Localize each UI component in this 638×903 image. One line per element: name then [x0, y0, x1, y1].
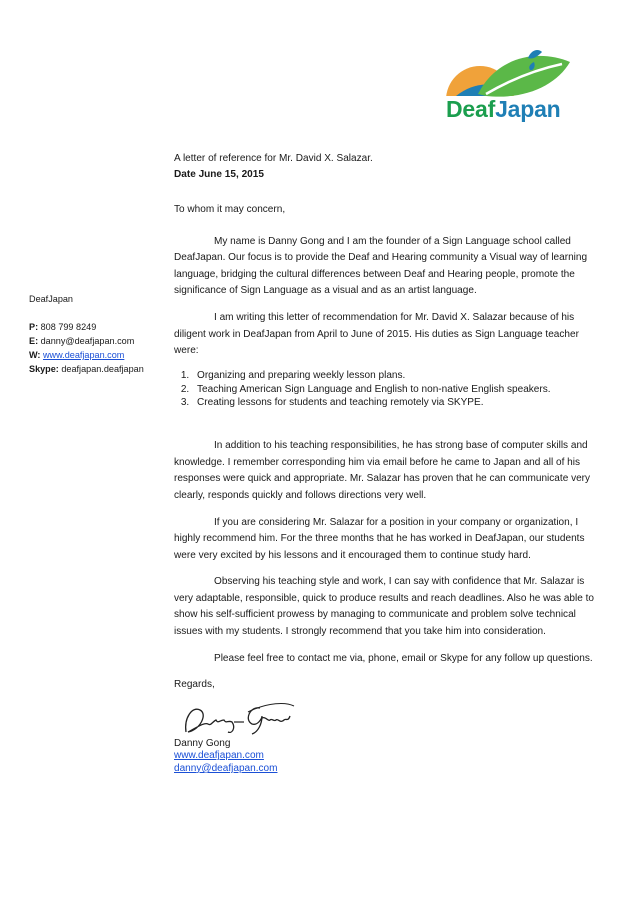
signature-block — [174, 738, 594, 776]
letter-body — [174, 151, 594, 775]
paragraph-consider: If you are considering Mr. Salazar for a position in your company or organization, I highly recommend him. For the three months that he has worked in DeafJapan, our students were very excited by his lessons and it encouraged them to continue study hard. — [174, 516, 585, 561]
web-label: W: — [29, 350, 41, 360]
logo-wordmark — [446, 96, 561, 122]
phone-value: 808 799 8249 — [38, 322, 97, 332]
skype-value: deafjapan.deafjapan — [58, 364, 144, 374]
company-name: DeafJapan — [29, 294, 73, 304]
skype-label: Skype: — [29, 364, 59, 374]
paragraph-skills: In addition to his teaching responsibilities, he has strong base of computer skills and knowledge. I remember corresponding him via email before he came to Japan and all of his responses were quick and appropriate. Mr. Salazar has proven that he can communicate very clearly, responds quickly and follows directions very well. — [174, 440, 591, 501]
handwritten-signature — [178, 698, 296, 738]
logo-text-deaf: Deaf — [446, 96, 496, 122]
duties-list — [174, 369, 594, 410]
list-item: 3. Creating lessons for students and teaching remotely via SKYPE. — [192, 396, 594, 410]
logo-text-japan: Japan — [495, 96, 561, 122]
skype-line — [29, 362, 154, 376]
signer-email-link[interactable]: danny@deafjapan.com — [174, 762, 278, 774]
email-value: danny@deafjapan.com — [38, 336, 135, 346]
paragraph-contact: Please feel free to contact me via, phone, email or Skype for any follow up questions. — [214, 652, 593, 664]
paragraph-recommendation: I am writing this letter of recommendation for Mr. David X. Salazar because of his diligent work in DeafJapan from April to June of 2015. His duties as Sign Language teacher were: — [174, 311, 579, 357]
signer-name: Danny Gong — [174, 737, 231, 749]
list-item: 2. Teaching American Sign Language and English to non-native English speakers. — [192, 383, 594, 397]
letter-title: A letter of reference for Mr. David X. Salazar. — [174, 153, 373, 164]
paragraph-observing: Observing his teaching style and work, I can say with confidence that Mr. Salazar is very adaptable, responsible, quick to produce results and reach deadlines. Also he was able to show his self-sufficient prowess by managing to communicate and problem solve technical issues with my students. I strongly recommend that you take him into consideration. — [174, 576, 594, 638]
signer-web-link[interactable]: www.deafjapan.com — [174, 750, 264, 762]
web-line — [29, 348, 154, 362]
phone-line — [29, 320, 154, 334]
web-link[interactable]: www.deafjapan.com — [42, 350, 125, 360]
email-label: E: — [29, 336, 39, 346]
list-item: 1. Organizing and preparing weekly lesson plans. — [192, 369, 594, 383]
salutation: To whom it may concern, — [174, 204, 286, 215]
phone-label: P: — [29, 322, 39, 332]
email-line — [29, 334, 154, 348]
regards: Regards, — [174, 679, 215, 691]
paragraph-intro: My name is Danny Gong and I am the founder of a Sign Language school called DeafJapan. Our focus is to provide the Deaf and Hearing community a Visual way of learning language, bridging the cultural differences between Deaf and Hearing people, promote the significance of Sign Language as a visual and as an artist language. — [174, 235, 588, 297]
contact-sidebar — [29, 292, 154, 376]
letter-date: Date June 15, 2015 — [174, 169, 264, 180]
